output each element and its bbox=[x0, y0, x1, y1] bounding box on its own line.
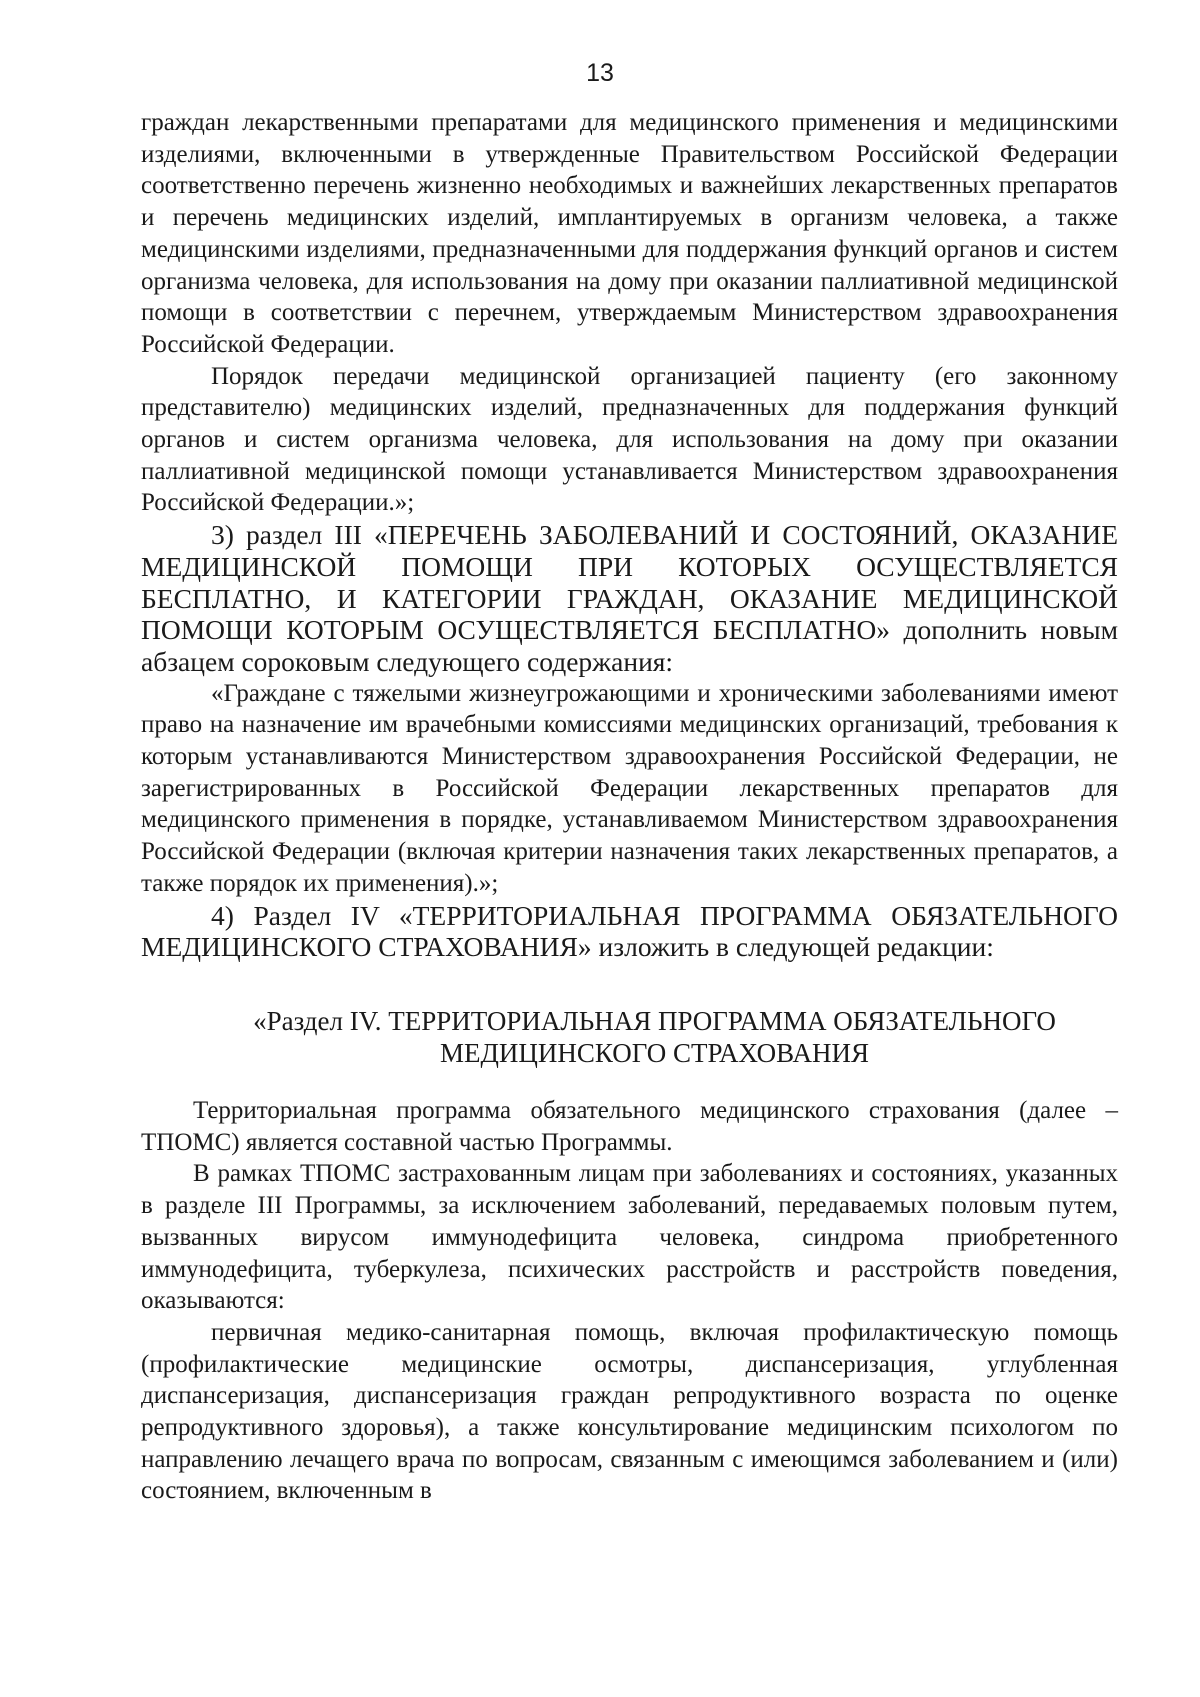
document-body bbox=[141, 107, 1118, 1507]
section-heading-line-2: МЕДИЦИНСКОГО СТРАХОВАНИЯ bbox=[440, 1037, 869, 1068]
paragraph-section-3-amendment: 3) раздел III «ПЕРЕЧЕНЬ ЗАБОЛЕВАНИЙ И СОСТОЯНИЙ, ОКАЗАНИЕ МЕДИЦИНСКОЙ ПОМОЩИ ПРИ КОТОРЫХ ОСУЩЕСТВЛЯЕТСЯ БЕСПЛАТНО, И КАТЕГОРИИ ГРАЖДАН, ОКАЗАНИЕ МЕДИЦИНСКОЙ ПОМОЩИ КОТОРЫМ ОСУЩЕСТВЛЯЕТСЯ БЕСПЛАТНО» дополнить новым абзацем сороковым следующего содержания: bbox=[141, 519, 1118, 677]
paragraph-primary-care: первичная медико-санитарная помощь, включая профилактическую помощь (профилактические медицинские осмотры, диспансеризация, углубленная диспансеризация, диспансеризация граждан репродуктивного возраста по оценке репродуктивного здоровья), а также консультирование медицинским психологом по направлению лечащего врача по вопросам, связанным с имеющимся заболеванием и (или) состоянием, включенным в bbox=[141, 1318, 1118, 1505]
paragraph-tpoms-definition: Территориальная программа обязательного медицинского страхования (далее – ТПОМС) является составной частью Программы. bbox=[141, 1096, 1118, 1156]
section-heading bbox=[141, 1005, 1118, 1069]
paragraph-transfer-procedure: Порядок передачи медицинской организацией пациенту (его законному представителю) медицинских изделий, предназначенных для поддержания функций органов и систем организма человека, для использования на дому при оказании паллиативной медицинской помощи устанавливается Министерством здравоохранения Российской Федерации.»; bbox=[141, 362, 1118, 517]
paragraph-citizens-rights: «Граждане с тяжелыми жизнеугрожающими и хроническими заболеваниями имеют право на назначение им врачебными комиссиями медицинских организаций, требования к которым устанавливаются Министерством здравоохранения Российской Федерации, не зарегистрированных в Российской Федерации лекарственных препаратов для медицинского применения в порядке, устанавливаемом Министерством здравоохранения Российской Федерации (включая критерии назначения таких лекарственных препаратов, а также порядок их применения).»; bbox=[141, 679, 1118, 897]
section-heading-line-1: «Раздел IV. ТЕРРИТОРИАЛЬНАЯ ПРОГРАММА ОБЯЗАТЕЛЬНОГО bbox=[253, 1005, 1056, 1036]
paragraph-tpoms-scope: В рамках ТПОМС застрахованным лицам при заболеваниях и состояниях, указанных в разделе III Программы, за исключением заболеваний, передаваемых половым путем, вызванных вирусом иммунодефицита человека, синдрома приобретенного иммунодефицита, туберкулеза, психических расстройств и расстройств поведения, оказываются: bbox=[141, 1160, 1118, 1315]
paragraph-section-4-amendment: 4) Раздел IV «ТЕРРИТОРИАЛЬНАЯ ПРОГРАММА ОБЯЗАТЕЛЬНОГО МЕДИЦИНСКОГО СТРАХОВАНИЯ» изложить в следующей редакции: bbox=[141, 899, 1118, 963]
paragraph-continuation: граждан лекарственными препаратами для медицинского применения и медицинскими изделиями, включенными в утвержденные Правительством Российской Федерации соответственно перечень жизненно необходимых и важнейших лекарственных препаратов и перечень медицинских изделий, имплантируемых в организм человека, а также медицинскими изделиями, предназначенными для поддержания функций органов и систем организма человека, для использования на дому при оказании паллиативной медицинской помощи в соответствии с перечнем, утверждаемым Министерством здравоохранения Российской Федерации. bbox=[141, 109, 1118, 358]
page-number: 13 bbox=[586, 59, 614, 87]
